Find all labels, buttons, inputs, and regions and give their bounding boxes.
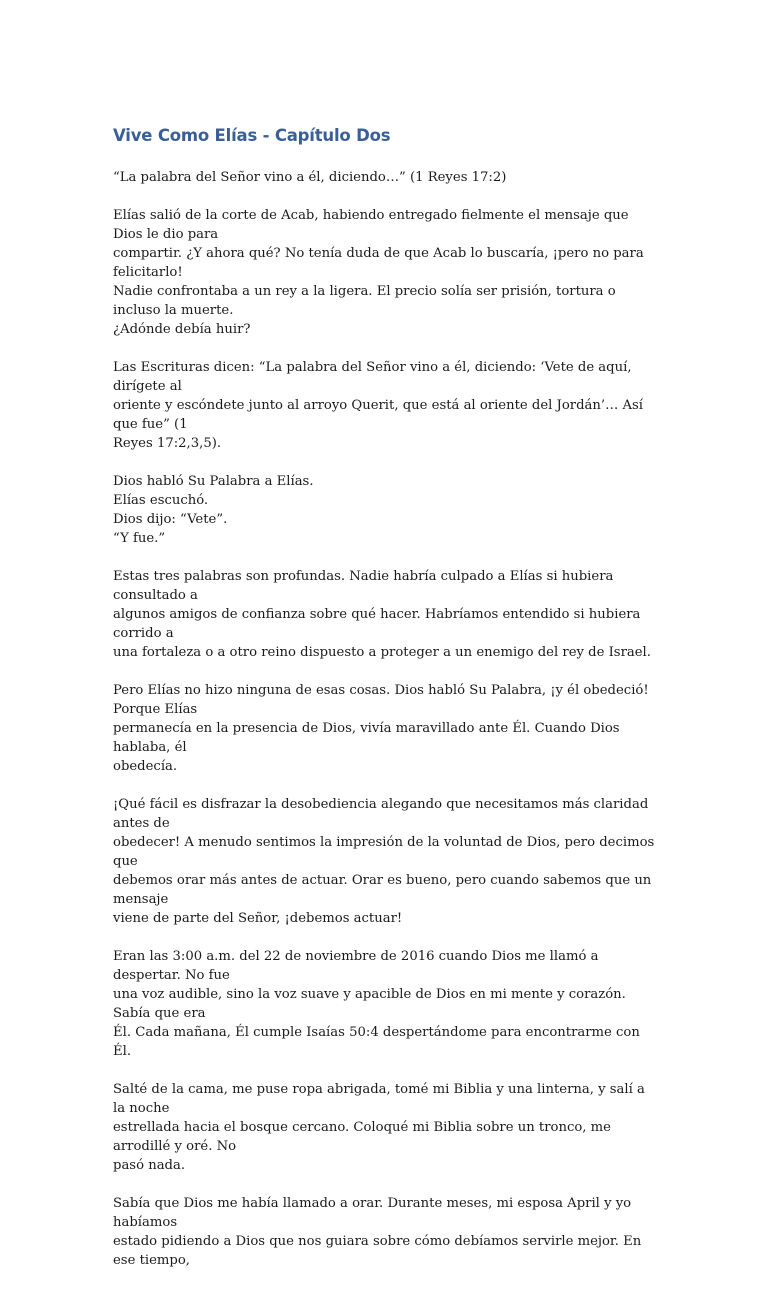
text-line: Estas tres palabras son profundas. Nadie habría culpado a Elías si hubiera consultado a (113, 569, 614, 603)
paragraph-forest-prayer (113, 1080, 658, 1175)
paragraph-called-to-pray (113, 1194, 658, 1270)
text-line: una voz audible, sino la voz suave y apacible de Dios en mi mente y corazón. Sabía que era (113, 987, 626, 1021)
text-line: Sabía que Dios me había llamado a orar. Durante meses, mi esposa April y yo habíamos (113, 1196, 632, 1230)
paragraph-wake-up-call (113, 947, 658, 1061)
text-line: Salté de la cama, me puse ropa abrigada, tomé mi Biblia y una linterna, y salí a la noche (113, 1082, 645, 1116)
document-title: Vive Como Elías - Capítulo Dos (113, 126, 391, 145)
text-line: Dios dijo: “Vete”. (113, 512, 228, 527)
paragraph-verse (113, 168, 658, 187)
paragraph-scriptures (113, 358, 658, 453)
text-line: Él. Cada mañana, Él cumple Isaías 50:4 despertándome para encontrarme con Él. (113, 1025, 640, 1059)
paragraph-disguise-disobedience (113, 795, 658, 928)
text-line: Eran las 3:00 a.m. del 22 de noviembre de 2016 cuando Dios me llamó a despertar. No fue (113, 949, 599, 983)
document-body (113, 124, 658, 1289)
text-line: obedecía. (113, 759, 178, 774)
text-line: estado pidiendo a Dios que nos guiara sobre cómo debíamos servirle mejor. En ese tiempo, (113, 1234, 642, 1268)
text-line: Pero Elías no hizo ninguna de esas cosas. Dios habló Su Palabra, ¡y él obedeció! Porque Elías (113, 683, 649, 717)
text-line: viene de parte del Señor, ¡debemos actuar! (113, 911, 403, 926)
paragraph-court-of-ahab (113, 206, 658, 339)
text-line: ¿Adónde debía huir? (113, 322, 251, 337)
text-line: “Y fue.” (113, 531, 166, 546)
paragraph-three-words-list (113, 472, 658, 548)
text-line: oriente y escóndete junto al arroyo Querit, que está al oriente del Jordán’… Así que fue” (1 (113, 398, 643, 432)
text-line: Las Escrituras dicen: “La palabra del Señor vino a él, diciendo: ‘Vete de aquí, dirígete al (113, 360, 632, 394)
paragraph-elijah-obeyed (113, 681, 658, 776)
text-line: Reyes 17:2,3,5). (113, 436, 222, 451)
text-line: una fortaleza o a otro reino dispuesto a proteger a un enemigo del rey de Israel. (113, 645, 651, 660)
text-line: Elías escuchó. (113, 493, 209, 508)
text-line: obedecer! A menudo sentimos la impresión de la voluntad de Dios, pero decimos que (113, 835, 655, 869)
paragraph-profound-words (113, 567, 658, 662)
text-line: estrellada hacia el bosque cercano. Coloqué mi Biblia sobre un tronco, me arrodillé y oré. No (113, 1120, 611, 1154)
text-line: algunos amigos de confianza sobre qué hacer. Habríamos entendido si hubiera corrido a (113, 607, 641, 641)
text-line: permanecía en la presencia de Dios, vivía maravillado ante Él. Cuando Dios hablaba, él (113, 721, 620, 755)
text-line: “La palabra del Señor vino a él, diciendo…” (1 Reyes 17:2) (113, 170, 507, 185)
text-line: debemos orar más antes de actuar. Orar es bueno, pero cuando sabemos que un mensaje (113, 873, 652, 907)
text-line: Nadie confrontaba a un rey a la ligera. El precio solía ser prisión, tortura o incluso la muerte. (113, 284, 616, 318)
text-line: ¡Qué fácil es disfrazar la desobediencia alegando que necesitamos más claridad antes de (113, 797, 649, 831)
text-line: Dios habló Su Palabra a Elías. (113, 474, 314, 489)
text-line: Elías salió de la corte de Acab, habiendo entregado fielmente el mensaje que Dios le dio para (113, 208, 629, 242)
text-line: compartir. ¿Y ahora qué? No tenía duda de que Acab lo buscaría, ¡pero no para felicitarlo! (113, 246, 644, 280)
text-line: pasó nada. (113, 1158, 186, 1173)
